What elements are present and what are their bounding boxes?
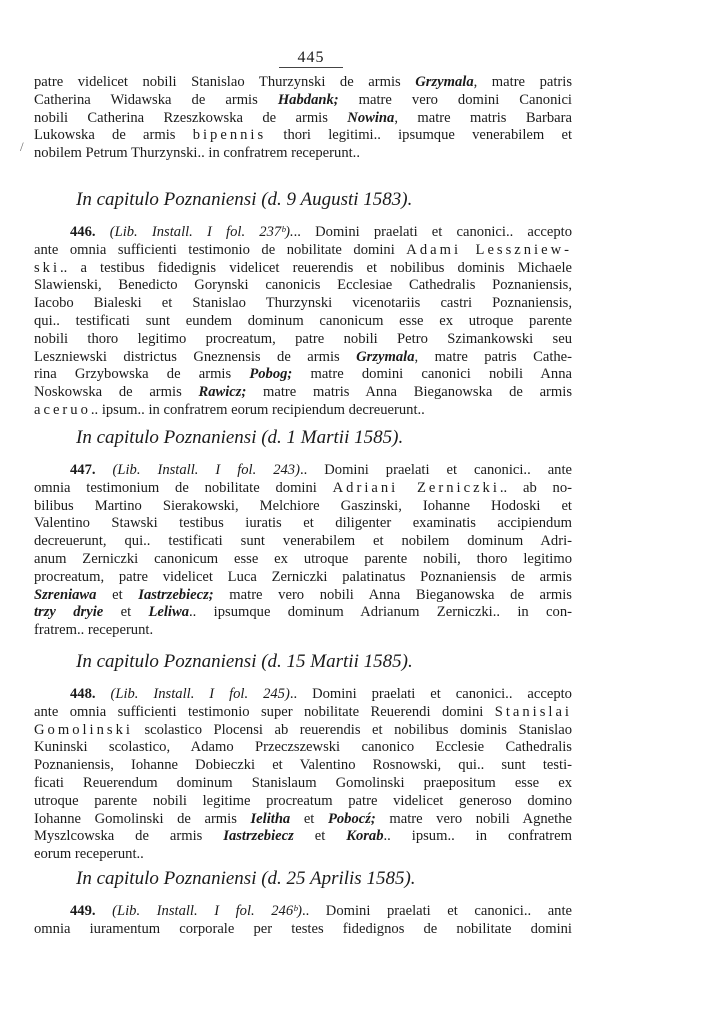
text-line: procreatum, patre videlicet Luca Zerniczki palatinatus Poznaniensis de armis: [34, 568, 572, 585]
text-line: 449. (Lib. Install. I fol. 246ᵇ).. Domini praelati et canonici.. ante: [70, 903, 573, 919]
text-line: Myszlcowska de armis Iastrzebiecz et Korab.. ipsum.. in confratrem: [34, 828, 572, 845]
text-line: 447. (Lib. Install. I fol. 243).. Domini praelati et canonici.. ante: [70, 462, 572, 478]
text-line: Slawienski, Benedicto Gorynski canonicis Ecclesiae Cathedralis Poznaniensis,: [34, 277, 572, 294]
text-line: trzy dryie et Leliwa.. ipsumque dominum Adrianum Zerniczki.. in con-: [34, 604, 572, 621]
entry-number: 448.: [70, 686, 96, 702]
text-line: qui.. testificati sunt eundem dominum canonicum esse ex utroque parente: [34, 312, 572, 329]
entry-number: 446.: [70, 224, 96, 240]
page-number: 445: [279, 48, 343, 68]
text-line: Iohanne Gomolinski de armis Ielitha et Pobocź; matre vero nobili Agnethe: [34, 810, 572, 827]
text-line: ski.. a testibus fidedignis videlicet reuerendis et nobilibus dominis Michaele: [34, 259, 572, 276]
text-line: Iacobo Bialeski et Stanislao Thurzynski vicenotariis castri Poznaniensis,: [34, 295, 572, 312]
text-line: rina Grzybowska de armis Pobog; matre domini canonici nobili Anna: [34, 366, 572, 383]
text-line: Lukowska de armis bipennis thori legitimi.. ipsumque venerabilem et: [34, 127, 572, 144]
text-line: aceruo.. ipsum.. in confratrem eorum recipiendum decreuerunt..: [34, 401, 425, 418]
entry-447: [34, 462, 572, 640]
text-line: nobilem Petrum Thurzynski.. in confratrem receperunt..: [34, 145, 360, 162]
section-heading: In capitulo Poznaniensi (d. 25 Aprilis 1585).: [76, 868, 416, 889]
text-line: Kuninski scolastico, Adamo Przeczszewski canonico Ecclesie Cathedralis: [34, 739, 572, 756]
margin-mark: /: [20, 139, 24, 154]
entry-continuation: [34, 74, 572, 163]
entry-446: [34, 224, 572, 420]
text-line: 446. (Lib. Install. I fol. 237ᵇ)... Domini praelati et canonici.. accepto: [70, 224, 572, 240]
entry-448: [34, 686, 572, 864]
entry-number: 449.: [70, 903, 96, 919]
text-line: nobili Catherina Rzeszkowska de armis Nowina, matre matris Barbara: [34, 109, 572, 126]
text-line: ficati Reuerendum dominum Stanislaum Gomolinski praepositum esse ex: [34, 774, 572, 791]
text-line: omnia testimonium de nobilitate domini Adriani Zerniczki.. ab no-: [34, 479, 573, 496]
text-line: ante omnia sufficienti testimonio super nobilitate Reuerendi domini Stanislai: [34, 703, 572, 720]
text-line: patre videlicet nobili Stanislao Thurzynski de armis Grzymala, matre patris: [34, 74, 573, 90]
text-line: decreuerunt, qui.. testificati sunt venerabilem et nobilem dominum Adri-: [34, 533, 572, 550]
section-heading: In capitulo Poznaniensi (d. 15 Martii 1585).: [76, 651, 413, 672]
text-line: ante omnia sufficienti testimonio de nobilitate domini Adami Lesszniew-: [34, 241, 572, 258]
text-line: Szreniawa et Iastrzebiecz; matre vero nobili Anna Bieganowska de armis: [34, 586, 572, 603]
text-line: anum Zerniczki canonicum esse ex utroque parente nobili, thoro legitimo: [34, 550, 572, 567]
entry-449: [34, 903, 572, 939]
text-line: fratrem.. receperunt.: [34, 622, 154, 639]
entry-number: 447.: [70, 462, 96, 478]
text-line: Valentino Stawski testibus iuratis et diligenter examinatis accipiendum: [34, 515, 572, 532]
text-line: Noskowska de armis Rawicz; matre matris Anna Bieganowska de armis: [34, 384, 573, 401]
text-line: eorum receperunt..: [34, 846, 144, 863]
text-line: nobili thoro legitimo procreatum, patre nobili Petro Szimankowski seu: [34, 330, 572, 347]
text-line: Gomolinski scolastico Plocensi ab reuerendis et nobilibus dominis Stanislao: [34, 721, 572, 738]
section-heading: In capitulo Poznaniensi (d. 9 Augusti 1583).: [76, 189, 413, 210]
text-line: Leszniewski districtus Gneznensis de armis Grzymala, matre patris Cathe-: [34, 348, 573, 365]
text-line: utroque parente nobili legitime procreatum patre videlicet generoso domino: [34, 792, 572, 809]
text-line: omnia iuramentum corporale per testes fidedignos de nobilitate domini: [34, 920, 572, 937]
text-line: bilibus Martino Sierakowski, Melchiore Gaszinski, Iohanne Hodoski et: [34, 497, 572, 514]
section-heading: In capitulo Poznaniensi (d. 1 Martii 1585).: [76, 427, 404, 448]
text-line: Poznaniensis, Iohanne Dobieczki et Valentino Rosnowski, qui.. sunt testi-: [34, 757, 572, 774]
text-line: Catherina Widawska de armis Habdank; matre vero domini Canonici: [34, 91, 572, 108]
text-line: 448. (Lib. Install. I fol. 245).. Domini praelati et canonici.. accepto: [70, 686, 572, 702]
